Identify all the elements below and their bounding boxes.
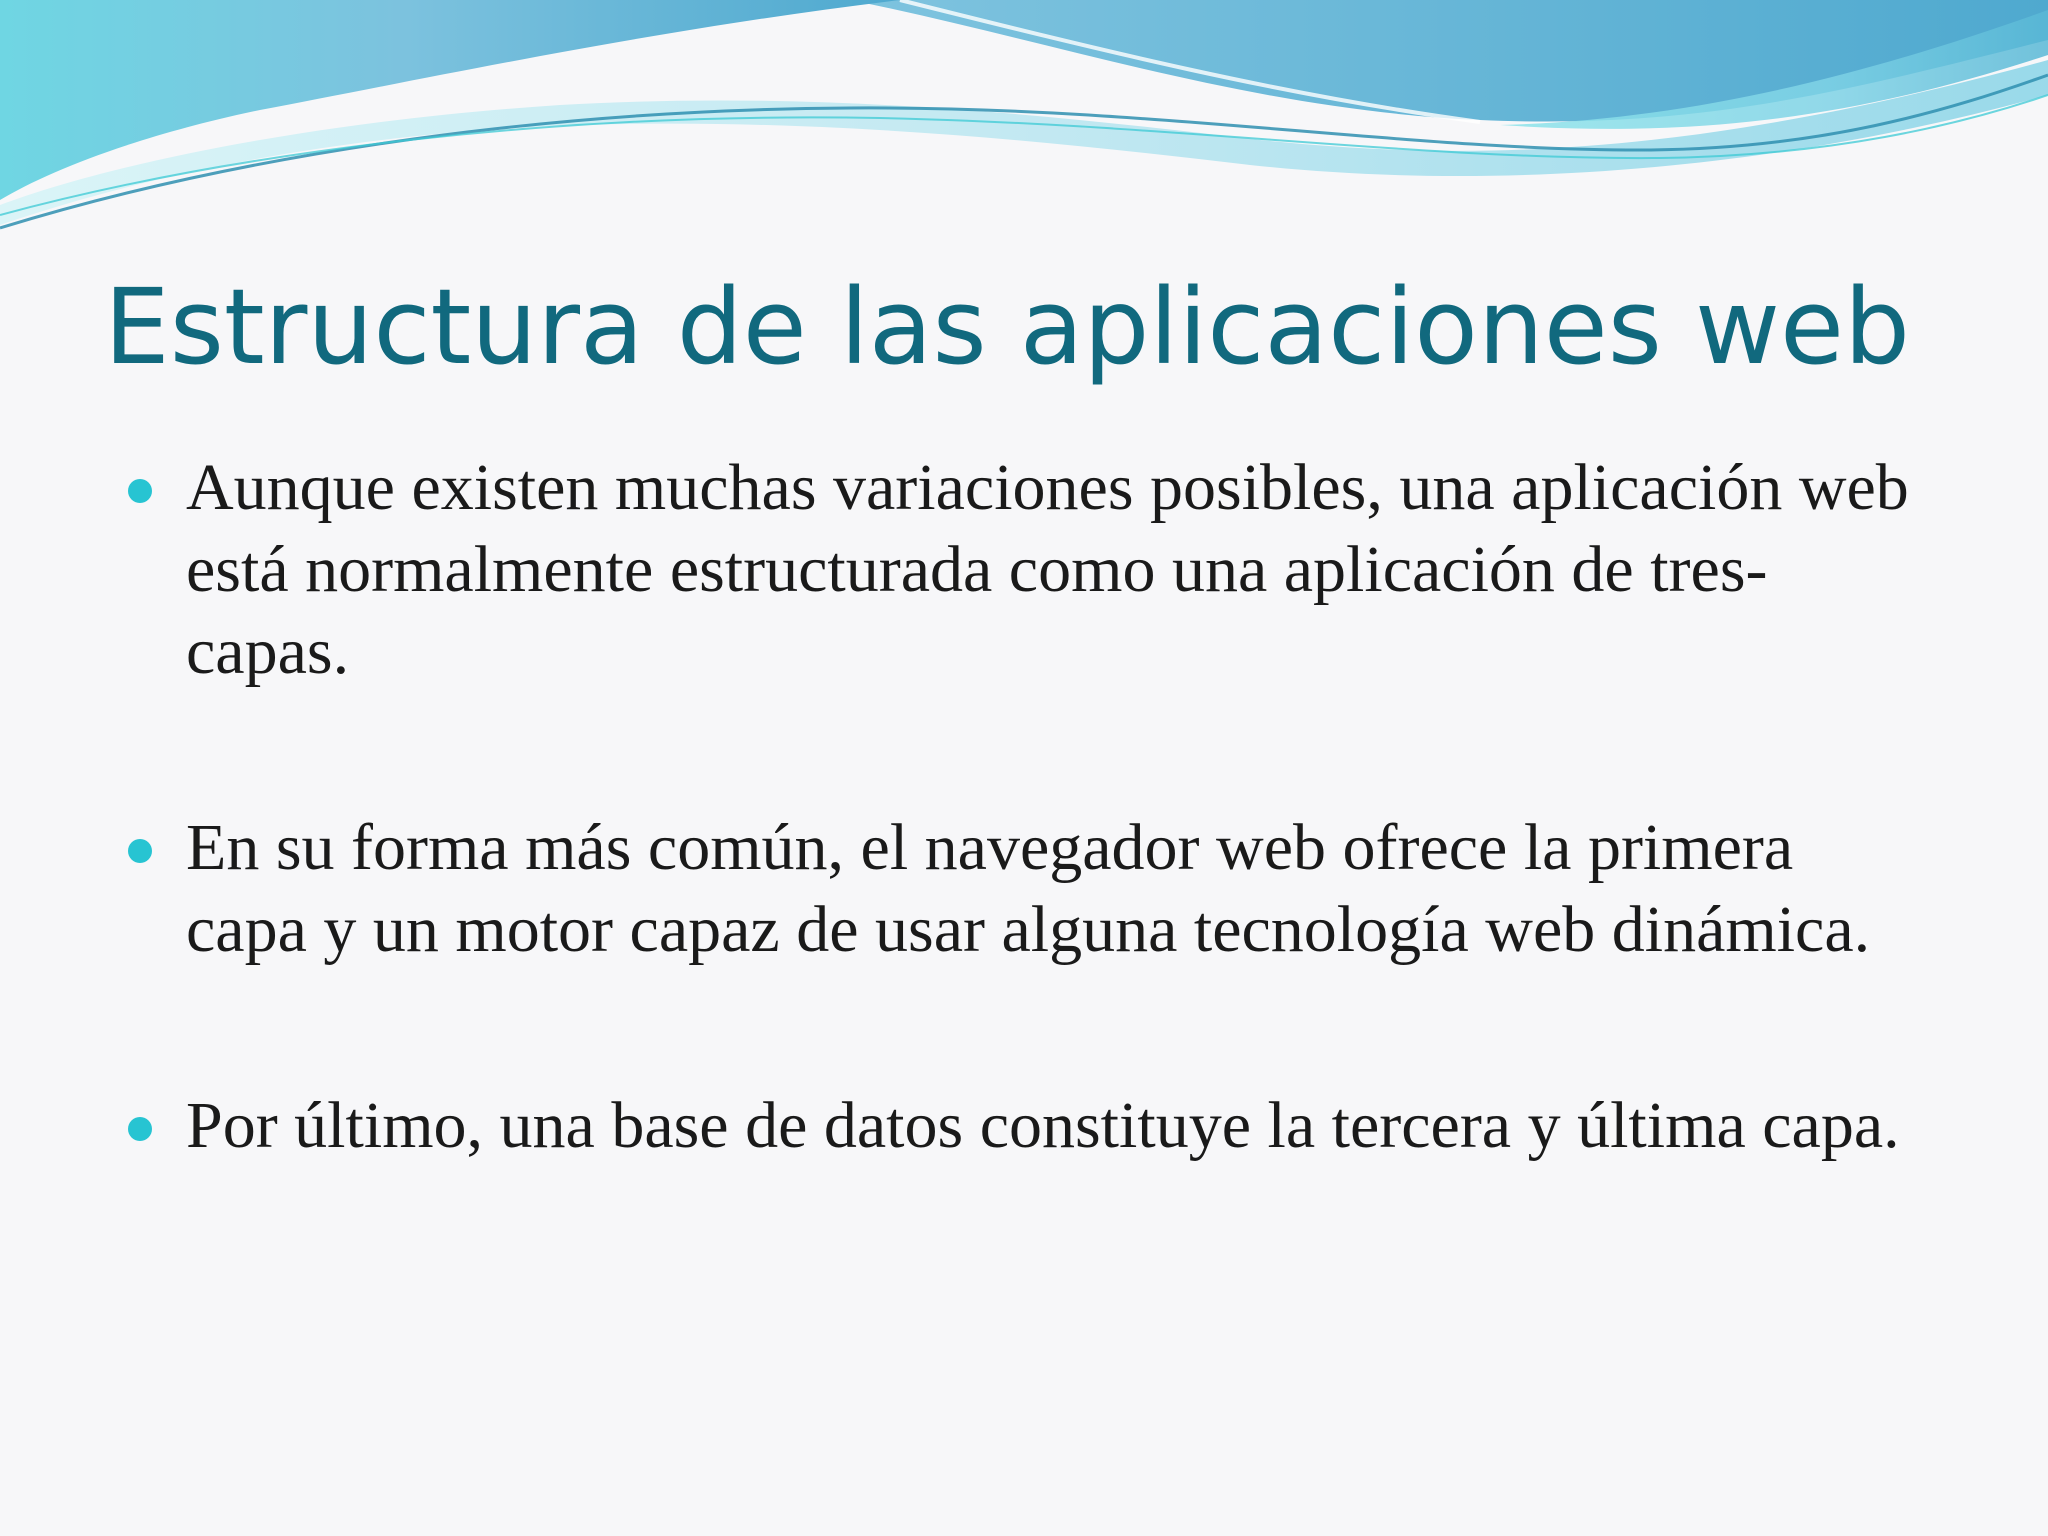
bullet-list	[128, 447, 1928, 1167]
slide-title: Estructura de las aplicaciones web	[104, 266, 1911, 388]
bullet-item	[128, 807, 1928, 971]
bullet-item	[128, 447, 1928, 693]
bullet-text: Por último, una base de datos constituye la tercera y última capa.	[186, 1089, 1900, 1162]
bullet-icon	[128, 479, 152, 503]
bullet-text: En su forma más común, el navegador web ofrece la primera capa y un motor capaz de usar alguna tecnología web dinámica.	[186, 811, 1871, 966]
bullet-text: Aunque existen muchas variaciones posibles, una aplicación web está normalmente estructurada como una aplicación de tres-capas.	[186, 451, 1909, 688]
bullet-item	[128, 1085, 1928, 1167]
wave-decoration-icon	[0, 0, 2048, 240]
bullet-icon	[128, 839, 152, 863]
bullet-icon	[128, 1117, 152, 1141]
